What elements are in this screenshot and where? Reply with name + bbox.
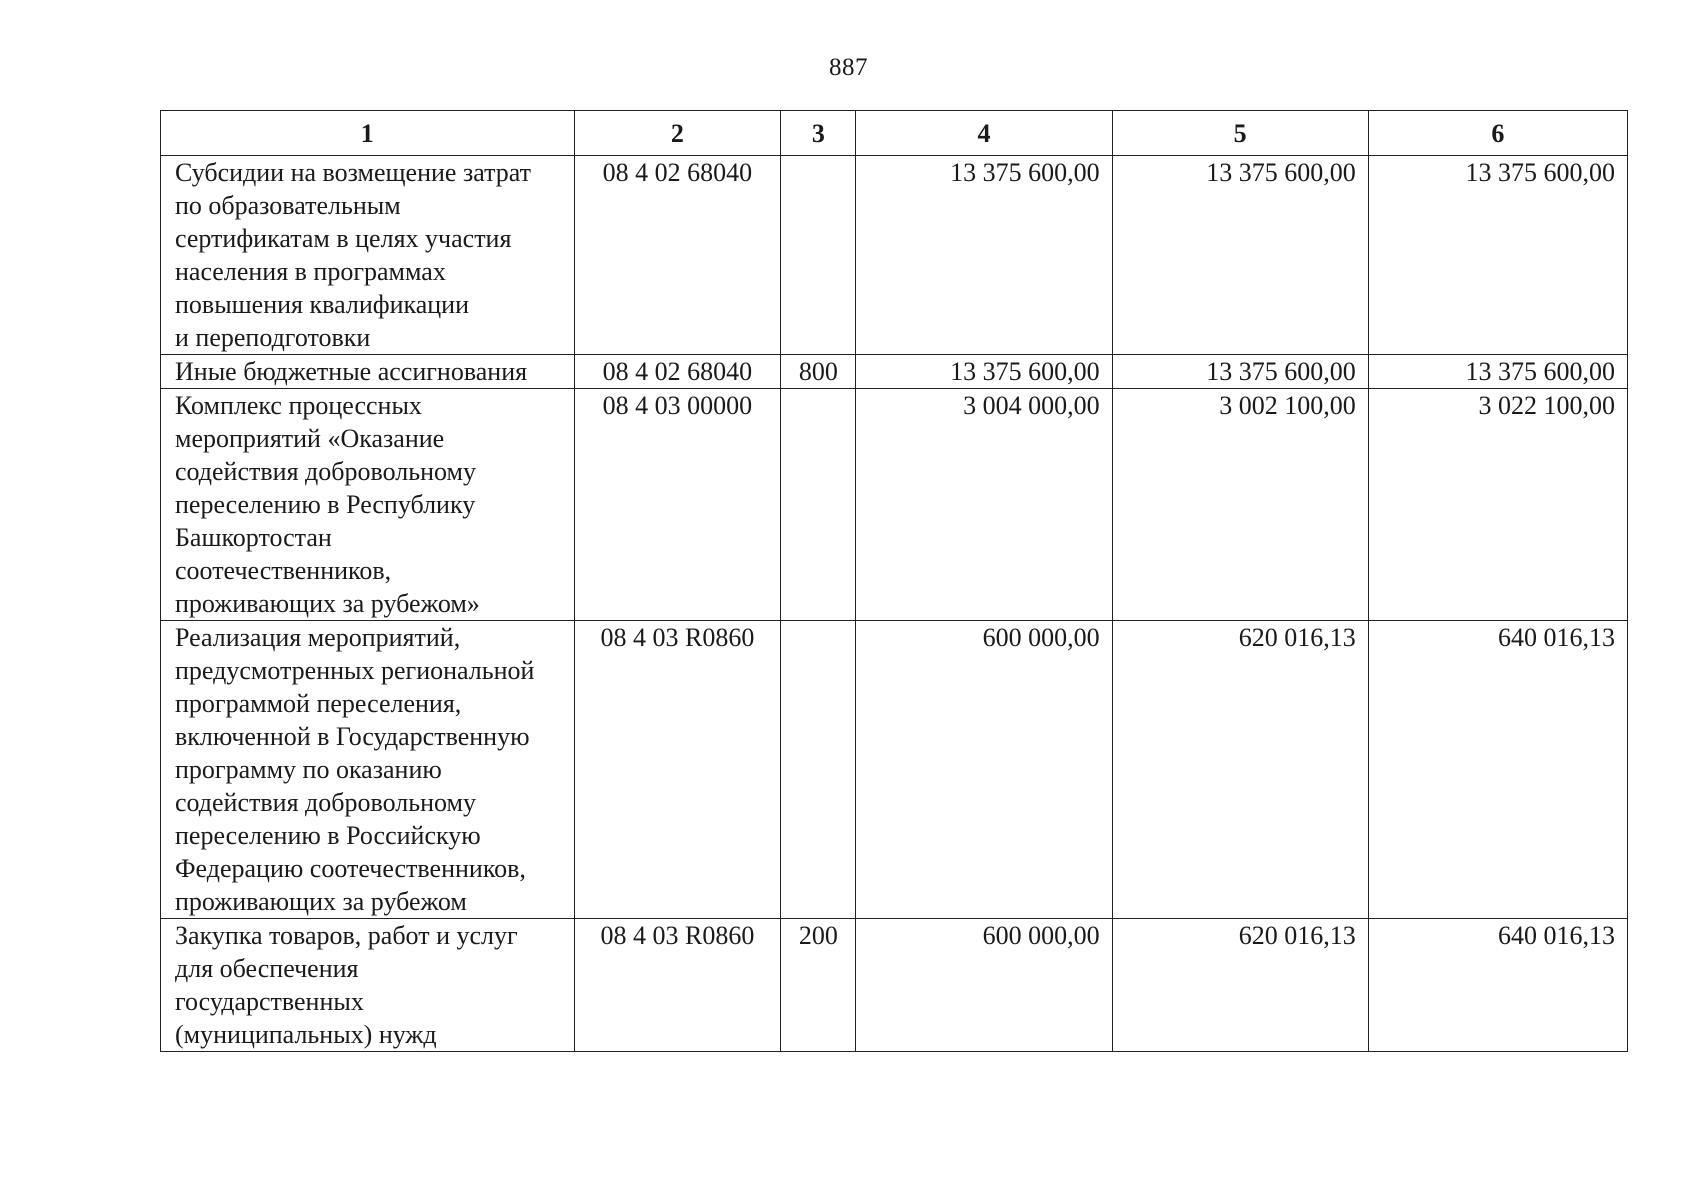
- row-value-4: 3 004 000,00: [856, 389, 1112, 621]
- row-type: [781, 156, 856, 355]
- row-code: 08 4 03 R0860: [574, 621, 781, 919]
- row-type: [781, 621, 856, 919]
- column-header-6: 6: [1368, 111, 1627, 156]
- table-header: [161, 111, 1628, 156]
- row-code: 08 4 02 68040: [574, 355, 781, 389]
- column-header-5: 5: [1112, 111, 1368, 156]
- table-row: [161, 919, 1628, 1052]
- table-row: [161, 156, 1628, 355]
- row-name: Закупка товаров, работ и услуг для обеспечения государственных (муниципальных) нужд: [175, 921, 518, 1049]
- row-name: Субсидии на возмещение затрат по образовательным сертификатам в целях участия населения в программах повышения квалификации и переподготовки: [175, 158, 532, 352]
- table-row: [161, 621, 1628, 919]
- row-value-5: 13 375 600,00: [1112, 355, 1368, 389]
- row-value-5: 620 016,13: [1112, 621, 1368, 919]
- row-value-4: 600 000,00: [856, 621, 1112, 919]
- page-number: 887: [829, 54, 868, 81]
- row-value-4: 600 000,00: [856, 919, 1112, 1052]
- row-code: 08 4 03 00000: [574, 389, 781, 621]
- table-body: [161, 156, 1628, 1052]
- row-code: 08 4 03 R0860: [574, 919, 781, 1052]
- row-value-5: 3 002 100,00: [1112, 389, 1368, 621]
- row-name: Иные бюджетные ассигнования: [175, 357, 528, 386]
- row-name-cell: [161, 156, 575, 355]
- column-header-1: 1: [161, 111, 575, 156]
- row-value-6: 640 016,13: [1368, 919, 1627, 1052]
- row-name-cell: [161, 355, 575, 389]
- row-name-cell: [161, 621, 575, 919]
- row-value-4: 13 375 600,00: [856, 156, 1112, 355]
- row-name: Реализация мероприятий, предусмотренных региональной программой переселения, включенной в Государственную программу по оказанию содействия добровольному переселению в Российскую Федерацию соотечественников, проживающих за рубежом: [175, 623, 535, 916]
- table-row: [161, 389, 1628, 621]
- row-type: 200: [781, 919, 856, 1052]
- row-value-6: 13 375 600,00: [1368, 355, 1627, 389]
- row-value-5: 13 375 600,00: [1112, 156, 1368, 355]
- row-value-4: 13 375 600,00: [856, 355, 1112, 389]
- row-name-cell: [161, 919, 575, 1052]
- row-value-6: 3 022 100,00: [1368, 389, 1627, 621]
- column-header-4: 4: [856, 111, 1112, 156]
- row-value-6: 13 375 600,00: [1368, 156, 1627, 355]
- row-type: 800: [781, 355, 856, 389]
- row-value-5: 620 016,13: [1112, 919, 1368, 1052]
- header-row: [161, 111, 1628, 156]
- row-code: 08 4 02 68040: [574, 156, 781, 355]
- row-name: Комплекс процессных мероприятий «Оказание содействия добровольному переселению в Республику Башкортостан соотечественников, проживающих за рубежом»: [175, 391, 480, 618]
- row-name-cell: [161, 389, 575, 621]
- column-header-3: 3: [781, 111, 856, 156]
- row-type: [781, 389, 856, 621]
- table-row: [161, 355, 1628, 389]
- column-header-2: 2: [574, 111, 781, 156]
- budget-table: [160, 110, 1628, 1052]
- row-value-6: 640 016,13: [1368, 621, 1627, 919]
